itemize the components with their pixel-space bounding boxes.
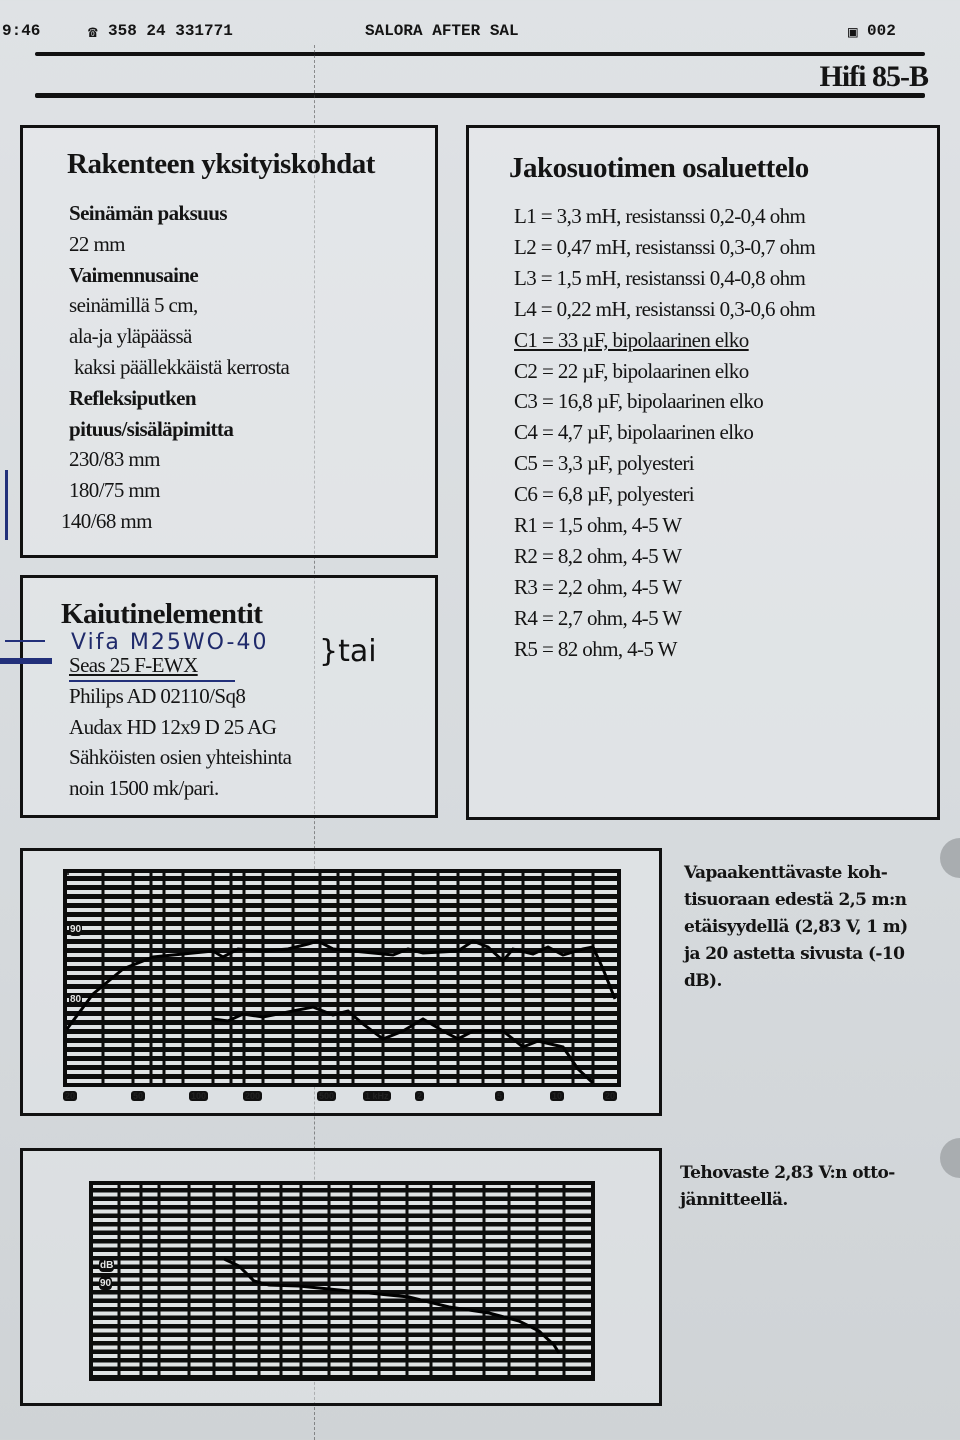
fax-page-number: 002 bbox=[867, 22, 896, 40]
part-line: C2 = 22 µF, bipolaarinen elko bbox=[514, 358, 749, 383]
x-tick: 10 bbox=[552, 1091, 563, 1101]
header-rule-bottom bbox=[35, 93, 925, 98]
construction-details-box bbox=[20, 125, 438, 558]
caption-line: ja 20 astetta sivusta (-10 bbox=[684, 944, 905, 964]
part-line: R4 = 2,7 ohm, 4-5 W bbox=[514, 605, 682, 630]
chart2-y-label-db: dB bbox=[100, 1260, 114, 1271]
construction-line: 230/83 mm bbox=[69, 447, 160, 472]
speaker-line: Audax HD 12x9 D 25 AG bbox=[69, 714, 277, 739]
x-tick: 100 bbox=[191, 1091, 207, 1101]
part-line: C4 = 4,7 µF, bipolaarinen elko bbox=[514, 420, 754, 445]
x-tick: 200 bbox=[245, 1091, 261, 1101]
speakers-list bbox=[69, 650, 291, 804]
speaker-elements-box bbox=[20, 575, 438, 818]
fax-time: 9:46 bbox=[2, 22, 41, 40]
construction-heading: Rakenteen yksityiskohdat bbox=[67, 148, 375, 180]
chart1-caption bbox=[684, 860, 944, 995]
part-line: R2 = 8,2 ohm, 4-5 W bbox=[514, 543, 682, 568]
margin-pen-mark bbox=[5, 640, 45, 642]
chart-grid-svg bbox=[63, 869, 621, 1087]
x-tick: 500 bbox=[319, 1091, 335, 1101]
construction-line: Refleksiputken bbox=[69, 385, 196, 410]
construction-line: 180/75 mm bbox=[69, 478, 160, 503]
part-line: L2 = 0,47 mH, resistanssi 0,3-0,7 ohm bbox=[514, 234, 816, 259]
x-tick: 50 bbox=[133, 1091, 144, 1101]
chart1-y-label-90: 90 bbox=[70, 924, 82, 935]
part-line: L4 = 0,22 mH, resistanssi 0,3-0,6 ohm bbox=[514, 296, 816, 321]
part-line: R1 = 1,5 ohm, 4-5 W bbox=[514, 513, 682, 538]
fax-phone: 358 24 331771 bbox=[108, 22, 233, 40]
caption-line: Tehovaste 2,83 V:n otto- bbox=[680, 1163, 895, 1183]
fax-sender: SALORA AFTER SAL bbox=[365, 22, 519, 40]
part-line: C3 = 16,8 µF, bipolaarinen elko bbox=[514, 389, 764, 414]
caption-line: Vapaakenttävaste koh- bbox=[684, 863, 888, 883]
construction-line: ala-ja yläpäässä bbox=[69, 324, 192, 349]
crossover-heading: Jakosuotimen osaluettelo bbox=[509, 152, 809, 184]
margin-pen-mark bbox=[0, 658, 52, 664]
fax-page-icon: ▣ bbox=[848, 24, 858, 42]
caption-line: etäisyydellä (2,83 V, 1 m) bbox=[684, 917, 908, 937]
crossover-parts-list bbox=[514, 201, 815, 665]
part-line: C6 = 6,8 µF, polyesteri bbox=[514, 482, 694, 507]
chart1-y-label-80: 80 bbox=[70, 994, 82, 1005]
construction-list bbox=[61, 198, 290, 537]
speakers-heading: Kaiutinelementit bbox=[61, 598, 263, 630]
document-title: Hifi 85-B bbox=[819, 60, 928, 93]
x-tick: 1 kHz bbox=[365, 1091, 389, 1101]
caption-line: tisuoraan edestä 2,5 m:n bbox=[684, 890, 907, 910]
frequency-response-chart-frame bbox=[20, 848, 662, 1116]
margin-pen-mark bbox=[5, 470, 8, 540]
part-line: R3 = 2,2 ohm, 4-5 W bbox=[514, 574, 682, 599]
phone-icon: ☎ bbox=[88, 24, 98, 42]
chart2-y-label-90: 90 bbox=[100, 1278, 112, 1289]
construction-line: seinämillä 5 cm, bbox=[69, 293, 198, 318]
chart1-y-label-top bbox=[67, 873, 69, 875]
power-response-chart bbox=[89, 1181, 595, 1381]
fax-header bbox=[0, 20, 960, 44]
x-tick: 5 bbox=[497, 1091, 503, 1101]
frequency-response-chart bbox=[63, 869, 621, 1087]
construction-line: Vaimennusaine bbox=[69, 262, 199, 287]
chart1-x-axis-labels bbox=[63, 1091, 623, 1105]
part-line: L1 = 3,3 mH, resistanssi 0,2-0,4 ohm bbox=[514, 204, 806, 228]
caption-line: jännitteellä. bbox=[680, 1190, 788, 1210]
speaker-line: noin 1500 mk/pari. bbox=[69, 776, 219, 801]
speaker-line: Seas 25 F-EWX bbox=[69, 653, 198, 677]
x-tick: 20 bbox=[65, 1091, 76, 1101]
speaker-line: Philips AD 02110/Sq8 bbox=[69, 683, 246, 708]
caption-line: dB). bbox=[684, 971, 722, 991]
construction-line: Seinämän paksuus bbox=[69, 201, 227, 225]
construction-line: 22 mm bbox=[69, 231, 125, 256]
chart2-caption bbox=[680, 1160, 950, 1214]
handwritten-or-note: }tai bbox=[319, 634, 377, 669]
part-line: C5 = 3,3 µF, polyesteri bbox=[514, 451, 694, 476]
crossover-parts-box bbox=[466, 125, 940, 820]
part-line: R5 = 82 ohm, 4-5 W bbox=[514, 636, 677, 661]
power-response-chart-frame bbox=[20, 1148, 662, 1406]
x-tick: 20 bbox=[605, 1091, 616, 1101]
speaker-line: Sähköisten osien yhteishinta bbox=[69, 745, 292, 770]
construction-line: 140/68 mm bbox=[61, 508, 152, 533]
part-line: L3 = 1,5 mH, resistanssi 0,4-0,8 ohm bbox=[514, 265, 806, 290]
chart-grid-svg bbox=[89, 1181, 595, 1381]
x-tick: 2 bbox=[417, 1091, 423, 1101]
header-rule-top bbox=[35, 52, 925, 56]
construction-line: kaksi päällekkäistä kerrosta bbox=[74, 354, 290, 379]
handwritten-driver-note: Vifa M25WO-40 bbox=[71, 630, 269, 655]
construction-line: pituus/sisäläpimitta bbox=[69, 416, 234, 441]
part-line: C1 = 33 µF, bipolaarinen elko bbox=[514, 327, 749, 352]
